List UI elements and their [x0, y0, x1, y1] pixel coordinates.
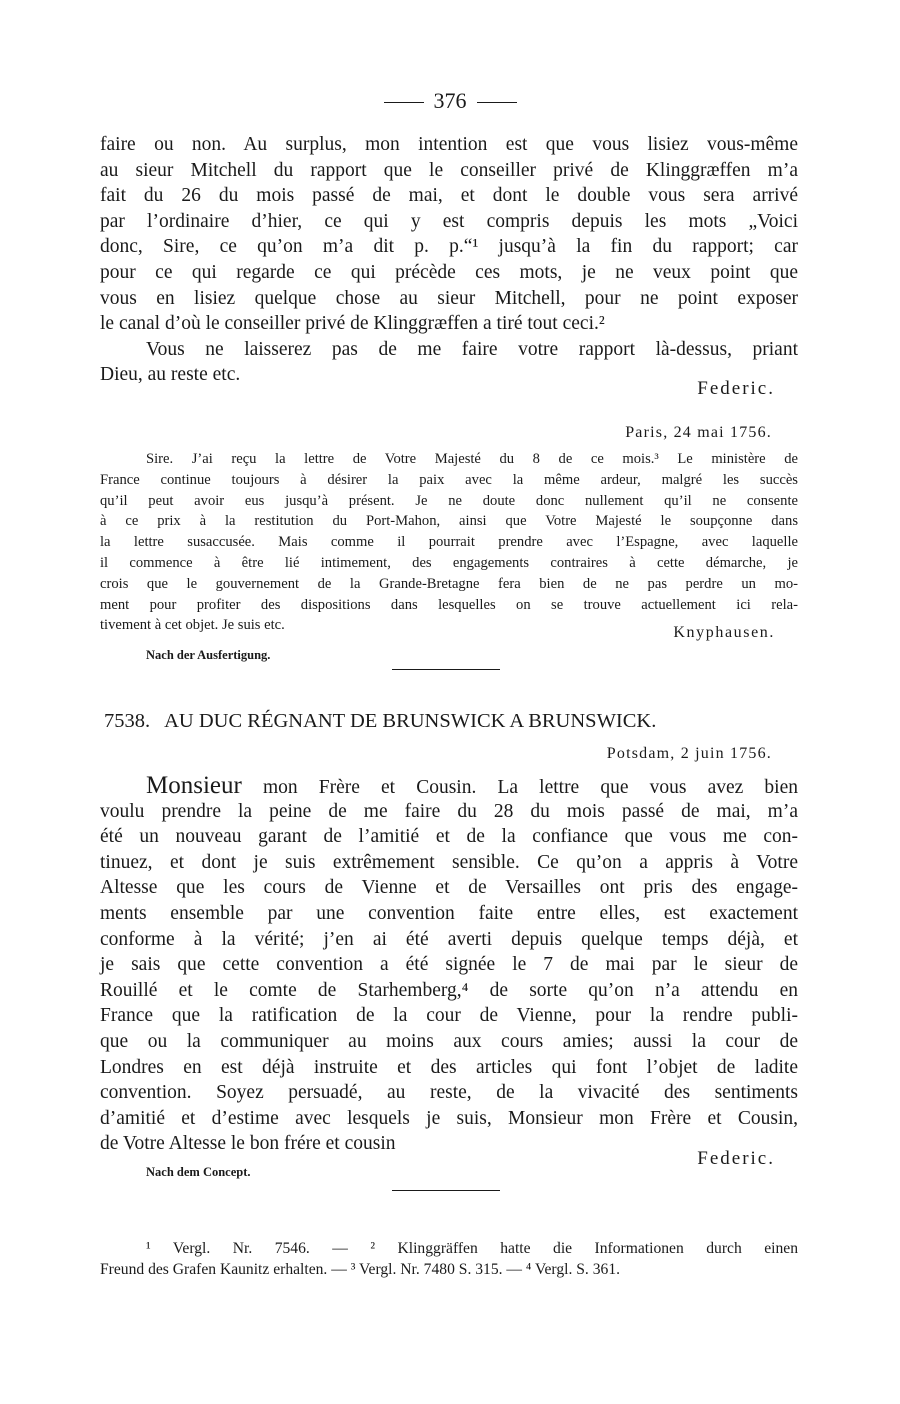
letter2-line: que ou la communiquer au moins aux cours amies; aussi la cour de	[100, 1030, 798, 1052]
letter2-source-note: Nach dem Concept.	[146, 1165, 251, 1179]
letter2-title: AU DUC RÉGNANT DE BRUNSWICK A BRUNSWICK.	[164, 710, 657, 732]
footnote-line: Freund des Grafen Kaunitz erhalten. — ³ Vergl. Nr. 7480 S. 315. — ⁴ Vergl. S. 361.	[100, 1261, 621, 1278]
letter1-line: faire ou non. Au surplus, mon intention est que vous lisiez vous-même	[100, 134, 798, 155]
letter2-line: d’amitié et d’estime avec lesquels je suis, Monsieur mon Frère et Cousin,	[100, 1107, 798, 1129]
report-line: Sire. J’ai reçu la lettre de Votre Majesté du 8 de ce mois.³ Le ministère de	[146, 451, 798, 467]
page-number-value: 376	[433, 88, 467, 113]
report-source-note: Nach der Ausfertigung.	[146, 648, 271, 662]
letter2-line: voulu prendre la peine de me faire du 28 du mois passé de mai, m’a	[100, 800, 798, 822]
letter1-signature: Federic.	[697, 378, 775, 399]
report-line: tivement à cet objet. Je suis etc.	[100, 617, 285, 634]
footnotes	[100, 1238, 798, 1280]
letter1-line: donc, Sire, ce qu’on m’a dit p. p.“¹ jusqu’à la fin du rapport; car	[100, 236, 798, 258]
letter2-line: conforme à la vérité; j’en ai été averti depuis quelque temps déjà, et	[100, 928, 798, 950]
report-body	[100, 449, 798, 636]
letter2-line: de Votre Altesse le bon frére et cousin	[100, 1133, 396, 1155]
letter1-line: fait du 26 du mois passé de mai, et dont le double vous sera arrivé	[100, 185, 798, 207]
page-number-dash-right	[477, 102, 517, 103]
letter2-line: convention. Soyez persuadé, au reste, de la vivacité des sentiments	[100, 1082, 798, 1104]
letter2-line: tinuez, et dont je suis extrêmement sensible. Ce qu’on a appris à Votre	[100, 851, 798, 873]
report-line: la lettre susaccusée. Mais comme il pourrait prendre avec l’Espagne, avec laquelle	[100, 534, 798, 551]
letter2-number: 7538.	[104, 710, 151, 732]
letter2-line: Rouillé et le comte de Starhemberg,⁴ de sorte qu’on n’a attendu en	[100, 979, 798, 1001]
letter2-dateline: Potsdam, 2 juin 1756.	[606, 745, 772, 762]
letter2-signature: Federic.	[697, 1148, 775, 1169]
letter1-line: par l’ordinaire d’hier, ce qui y est compris depuis les mots „Voici	[100, 210, 798, 232]
report-line: ment pour profiter des dispositions dans lesquelles on se trouve actuellement ici rela-	[100, 596, 798, 613]
letter2-line: Altesse que les cours de Vienne et de Versailles ont pris des engage-	[100, 877, 798, 899]
letter2-first-line	[100, 773, 798, 799]
letter2-line: je sais que cette convention a été signée le 7 de mai par le sieur de	[100, 954, 798, 976]
page-number	[0, 88, 900, 114]
report-line: il commence à être lié intimement, des engagements contraires à cette démarche, je	[100, 554, 798, 571]
footnote-line: ¹ Vergl. Nr. 7546. — ² Klinggräffen hatte die Informationen durch einen	[146, 1240, 798, 1257]
report-dateline: Paris, 24 mai 1756.	[625, 424, 772, 441]
letter2-line: ments ensemble par une convention faite entre elles, est exactement	[100, 902, 798, 924]
letter2-line: France que la ratification de la cour de Vienne, pour la rendre publi-	[100, 1005, 798, 1027]
letter1-line: pour ce qui regarde ce qui précède ces mots, je ne veux point que	[100, 261, 798, 283]
section-divider	[392, 1190, 500, 1191]
report-line: France continue toujours à désirer la paix avec la même ardeur, malgré les succès	[100, 471, 798, 488]
letter1-line: le canal d’où le conseiller privé de Klinggræffen a tiré tout ceci.²	[100, 313, 605, 335]
page-number-dash-left	[384, 102, 424, 103]
letter1-line: au sieur Mitchell du rapport que le conseiller privé de Klinggræffen m’a	[100, 159, 798, 181]
letter2-line: Londres en est déjà instruite et des articles qui font l’objet de ladite	[100, 1056, 798, 1078]
letter2-first-line-rest: mon Frère et Cousin. La lettre que vous avez bien	[241, 777, 798, 798]
letter2-first-word: Monsieur	[146, 772, 242, 799]
letter2-body	[100, 773, 798, 1157]
letter1-line: vous en lisiez quelque chose au sieur Mitchell, pour ne point exposer	[100, 287, 798, 309]
letter1-line: Dieu, au reste etc.	[100, 364, 241, 386]
report-line: crois que le gouvernement de la Grande-Bretagne fera bien de ne pas perdre un mo-	[100, 575, 798, 592]
letter2-heading	[104, 710, 656, 733]
report-line: à ce prix à la restitution du Port-Mahon, ainsi que Votre Majesté le soupçonne dans	[100, 513, 798, 530]
section-divider	[392, 669, 500, 670]
letter2-line: été un nouveau garant de l’amitié et de la confiance que vous me con-	[100, 826, 798, 848]
report-line: qu’il peut avoir eus jusqu’à présent. Je ne doute donc nullement qu’il ne consente	[100, 492, 798, 509]
report-signature: Knyphausen.	[673, 624, 775, 641]
letter1-body	[100, 132, 798, 388]
letter1-line: Vous ne laisserez pas de me faire votre rapport là-dessus, priant	[146, 338, 798, 360]
